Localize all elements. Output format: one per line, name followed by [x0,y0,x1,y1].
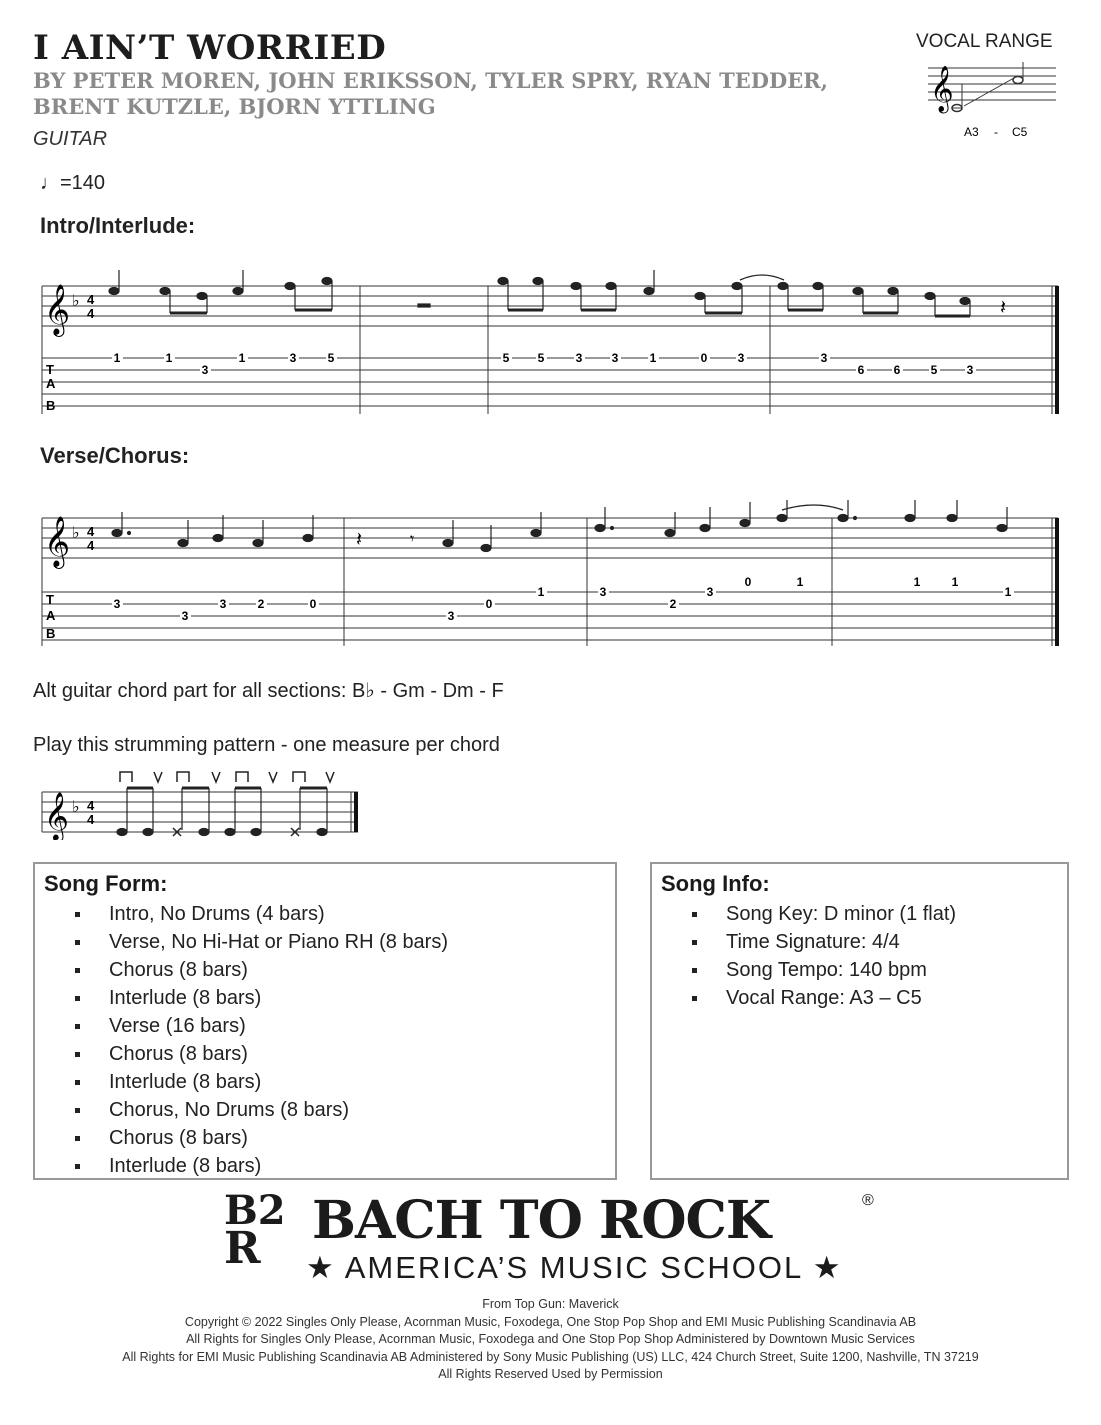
logo-r-text: R [224,1223,261,1274]
song-info-list [692,900,956,1012]
svg-text:4: 4 [87,524,95,539]
tab-letter-a: A [46,376,56,391]
list-item: Intro, No Drums (4 bars) [75,900,448,928]
tab-letter-t: T [46,362,54,377]
list-item: Chorus (8 bars) [75,1040,448,1068]
list-item: Verse (16 bars) [75,1012,448,1040]
tab-number: 3 [966,363,974,377]
tab-number: 1 [1004,585,1012,599]
svg-text:4: 4 [87,798,95,813]
tab-number: 3 [820,351,828,365]
instrument-label: GUITAR [33,128,108,150]
tab-number: 1 [238,351,246,365]
tab-number: 1 [951,575,959,589]
tab-letter-b: B [46,626,56,641]
tab-number: 6 [857,363,865,377]
tab-number: 3 [575,351,583,365]
section-heading-verse: Verse/Chorus: [40,443,190,468]
song-info-box [650,862,1069,1180]
tab-number: 3 [447,609,455,623]
tab-number: 1 [649,351,657,365]
alt-chord-text: Alt guitar chord part for all sections: B♭ - Gm - Dm - F [33,680,504,702]
section-heading-intro: Intro/Interlude: [40,213,196,238]
copyright-credits [0,1296,1101,1384]
tempo-value: =140 [60,172,106,194]
key-flat-icon: ♭ [72,293,80,310]
upstroke-icon [269,772,277,782]
upstroke-icon [212,772,220,782]
tab-letter-t: T [46,592,54,607]
list-item: Chorus (8 bars) [75,1124,448,1152]
strum-instruction: Play this strumming pattern - one measure per chord [33,734,500,756]
tab-number: 1 [796,575,804,589]
key-flat-icon: ♭ [72,799,80,816]
tab-number: 1 [165,351,173,365]
tempo-marking [40,172,105,195]
quarter-rest-icon: 𝄽 [356,529,363,551]
quarter-note-icon: ♩ [40,172,60,194]
treble-clef-icon: 𝄞 [44,792,69,839]
tab-letter-b: B [46,398,56,413]
tab-number: 2 [669,597,677,611]
list-item: Chorus (8 bars) [75,956,448,984]
vocal-range-dash: - [994,125,998,139]
song-form-box [33,862,617,1180]
key-flat-icon: ♭ [72,525,80,542]
vocal-range-high: C5 [1012,125,1028,139]
tab-number: 0 [700,351,708,365]
registered-mark: ® [862,1192,874,1209]
vocal-range-low: A3 [964,125,979,139]
tab-number: 6 [893,363,901,377]
downstroke-icon [177,772,189,782]
tab-number: 1 [913,575,921,589]
logo-tagline: ★ AMERICA’S MUSIC SCHOOL ★ [306,1250,843,1285]
downstroke-icon [236,772,248,782]
tab-number: 5 [930,363,938,377]
song-title: I AIN’T WORRIED [33,28,387,68]
tab-letter-a: A [46,608,56,623]
credit-line: From Top Gun: Maverick [482,1297,619,1311]
tab-number: 1 [113,351,121,365]
downstroke-icon [293,772,305,782]
credit-line: Copyright © 2022 Singles Only Please, Acornman Music, Foxodega, One Stop Pop Shop and EMI Music Publishing Scandinavia AB [184,1314,917,1329]
song-form-list [75,900,448,1180]
vocal-range-label: VOCAL RANGE [916,31,1053,52]
tab-number: 0 [744,575,752,589]
list-item: Interlude (8 bars) [75,1068,448,1096]
tab-number: 3 [181,609,189,623]
upstroke-icon [326,772,334,782]
logo-wordmark: BACH TO ROCK [312,1190,771,1251]
tab-number: 3 [201,363,209,377]
svg-text:4: 4 [87,812,95,827]
tab-number: 1 [537,585,545,599]
tab-number: 5 [502,351,510,365]
treble-clef-icon: 𝄞 [44,285,71,334]
song-info-title: Song Info: [661,871,770,896]
tab-number: 3 [113,597,121,611]
list-item: Song Key: D minor (1 flat) [692,900,956,928]
list-item: Interlude (8 bars) [75,984,448,1012]
downstroke-icon [120,772,132,782]
svg-text:4: 4 [87,306,95,321]
list-item: Chorus, No Drums (8 bars) [75,1096,448,1124]
credit-line: All Rights for Singles Only Please, Acornman Music, Foxodega and One Stop Pop Shop Administered by Downtown Music Services [186,1332,915,1346]
list-item: Song Tempo: 140 bpm [692,956,956,984]
treble-clef-icon: 𝄞 [44,517,71,566]
list-item: Interlude (8 bars) [75,1152,448,1180]
logo-mark [224,1187,286,1274]
credit-line: All Rights for EMI Music Publishing Scandinavia AB Administered by Sony Music Publishing (US) LLC, 424 Church Street, Suite 1200, Nashville, TN 37219 [122,1349,979,1364]
tab-number: 3 [706,585,714,599]
list-item: Time Signature: 4/4 [692,928,956,956]
tab-number: 3 [737,351,745,365]
song-form-title: Song Form: [44,871,168,896]
song-authors: BY PETER MOREN, JOHN ERIKSSON, TYLER SPRY, RYAN TEDDER, BRENT KUTZLE, BJORN YTTLING [33,68,828,119]
verse-notation [40,500,1062,650]
vocal-range-staff [926,62,1062,144]
tab-number: 2 [257,597,265,611]
tab-number: 5 [537,351,545,365]
list-item: Vocal Range: A3 – C5 [692,984,956,1012]
strum-pattern-staff [40,768,362,840]
list-item: Verse, No Hi-Hat or Piano RH (8 bars) [75,928,448,956]
svg-text:4: 4 [87,292,95,307]
tab-number: 3 [599,585,607,599]
upstroke-icon [154,772,162,782]
tab-number: 3 [611,351,619,365]
tab-number: 5 [327,351,335,365]
logo-b2-text: B2 [224,1187,286,1234]
eighth-rest-icon: 𝄾 [410,531,415,548]
quarter-rest-icon: 𝄽 [1000,297,1007,319]
tab-number: 0 [485,597,493,611]
tab-number: 0 [309,597,317,611]
treble-clef-icon: 𝄞 [930,67,954,111]
intro-notation [40,268,1062,418]
tab-number: 3 [289,351,297,365]
tab-number: 3 [219,597,227,611]
svg-text:4: 4 [87,538,95,553]
credit-line: All Rights Reserved Used by Permission [438,1367,663,1381]
